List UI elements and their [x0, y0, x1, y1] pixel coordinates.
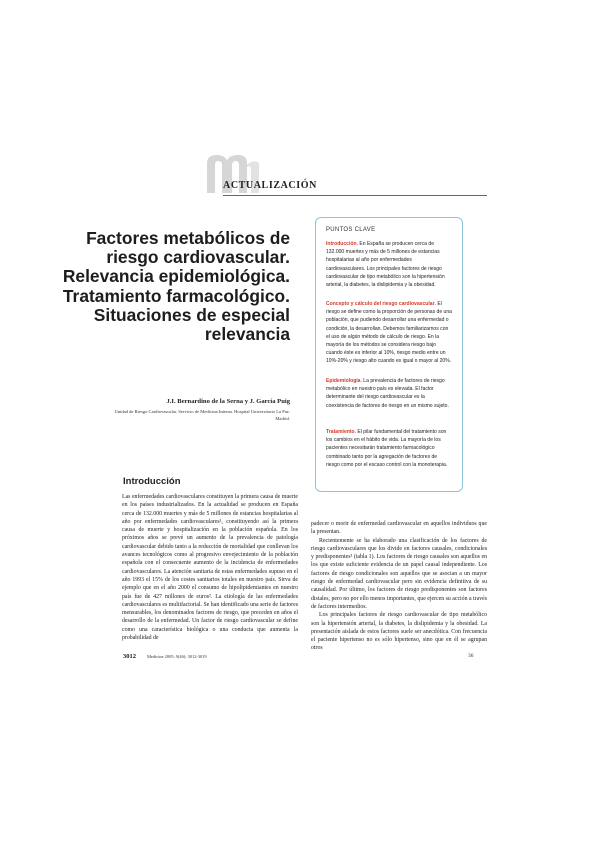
- page-folio: 3012: [123, 653, 136, 660]
- key-point-item: [326, 240, 452, 289]
- key-point-text: . El pilar fundamental del tratamiento son los cambios en el hábito de vida. La mayoría de los pacientes necesitarán tratamiento farmacológico combinado tanto por la agregación de factores de riesgo como por el escaso control con la monoterapia.: [326, 429, 448, 468]
- authors: J.I. Bernardino de la Serna y J. García Puig: [166, 398, 290, 405]
- key-points-box: [315, 217, 463, 492]
- key-point-text: . La prevalencia de factores de riesgo metabólico en nuestro país es elevada. El factor determinante del riesgo cardiovascular es la coexistencia de factores de riesgo en un mismo sujeto.: [326, 378, 449, 409]
- key-point-term: Epidemiología: [326, 378, 361, 384]
- key-points-heading: PUNTOS CLAVE: [326, 227, 376, 233]
- body-paragraph: Los principales factores de riesgo cardiovascular de tipo metabólico son la hipertensión arterial, la diabetes, la dislipidemia y la obesidad. La presentación aislada de estos factores suele ser anecdótica. Con frecuencia el paciente hipertenso no es sólo hipertenso, sino que en él se agrupan otros: [311, 612, 487, 652]
- key-point-text: . En España se producen cerca de 132.000 muertes y más de 5 millones de estancias hospitalarias al año por enfermedades cardiovasculares. Los principales factores de riesgo cardiovascular de tipo metabólico son la hipertensión arterial, la diabetes, la dislipidemia y la obesidad.: [326, 241, 445, 289]
- key-point-item: [326, 377, 452, 410]
- key-point-term: Introducción: [326, 241, 357, 247]
- key-point-text: . El riesgo se define como la proporción de personas de una población, que pudiendo desarrollar una enfermedad o condición, la desarrollan. Debemos familiarizarnos con el uso de algún método de cálculo de riesgo. En la mayoría de los métodos se considera riesgo bajo cuando éste es inferior al 10%, riesgo medio entre un 10%-20% y riesgo alto cuando es igual o mayor al 20%.: [326, 301, 452, 365]
- section-label: ACTUALIZACIÓN: [223, 180, 317, 191]
- body-paragraph: Recientemente se ha elaborado una clasificación de los factores de riesgo cardiovasculares que los divide en factores causales, condicionales y predisponentes³ (tabla 1). Los factores de riesgo causales son aquellos en los que existe suficiente evidencia de un papel causal independiente. Los factores de riesgo condicionales son aquellos que se asocian a un mayor riesgo de enfermedad cardiovascular pero sin evidencia definitiva de su causalidad. Por último, los factores de riesgo predisponentes son factores distales, pero no por ello menos importantes, que ejercen su acción a través de factores intermedios.: [311, 537, 487, 610]
- affiliation: Unidad de Riesgo Cardiovascular. Servicio de Medicina Interna. Hospital Universitario La Paz. Madrid.: [114, 409, 290, 422]
- key-point-term: Tratamiento: [326, 429, 355, 435]
- key-point-item: [326, 300, 452, 366]
- body-column-left: [122, 493, 298, 642]
- section-heading-introduccion: Introducción: [123, 476, 181, 487]
- body-paragraph: padecer o morir de enfermedad cardiovascular en aquellos individuos que la presentan.: [311, 521, 487, 536]
- key-point-item: [326, 428, 452, 469]
- body-paragraph: Las enfermedades cardiovasculares constituyen la primera causa de muerte en los países industrializados. En la actualidad se producen en España cerca de 132.000 muertes y más de 5 millones de estancias hospitalarias al año por enfermedades cardiovasculares¹, constituyendo así la primera causa de muerte y hospitalización en la población española. En los próximos años se prevé un aumento de la prevalencia de patología cardiovascular debido tanto a la reducción de mortalidad que conllevan los avances tecnológicos como al progresivo envejecimiento de la población española con el consecuente aumento de la incidencia de enfermedades cardiovasculares. La atención sanitaria de estas enfermedades supuso en el año 1993 el 15% de los costes sanitarios totales en nuestro país. Sirva de ejemplo que en el año 2000 el consumo de hipolipidemiantes en nuestro país fue de 427 millones de euros². La etiología de las enfermedades cardiovasculares es multifactorial. Se han identificado una serie de factores mensurables, los denominados factores de riesgo, que preceden en años el desarrollo de la enfermedad. Un factor de riesgo cardiovascular se define como una característica biológica o una conducta que aumenta la probabilidad de: [122, 494, 298, 642]
- journal-reference: Medicine 2005; 9(46): 3012-3019: [147, 654, 207, 659]
- header-rule: [223, 195, 487, 196]
- key-point-term: Concepto y cálculo del riesgo cardiovascular: [326, 301, 435, 307]
- article-title: Factores metabólicos de riesgo cardiovascular. Relevancia epidemiológica. Tratamiento farmacológico. Situaciones de especial relevancia: [62, 228, 290, 345]
- body-column-right: [311, 520, 487, 653]
- page-number: 36: [468, 653, 474, 659]
